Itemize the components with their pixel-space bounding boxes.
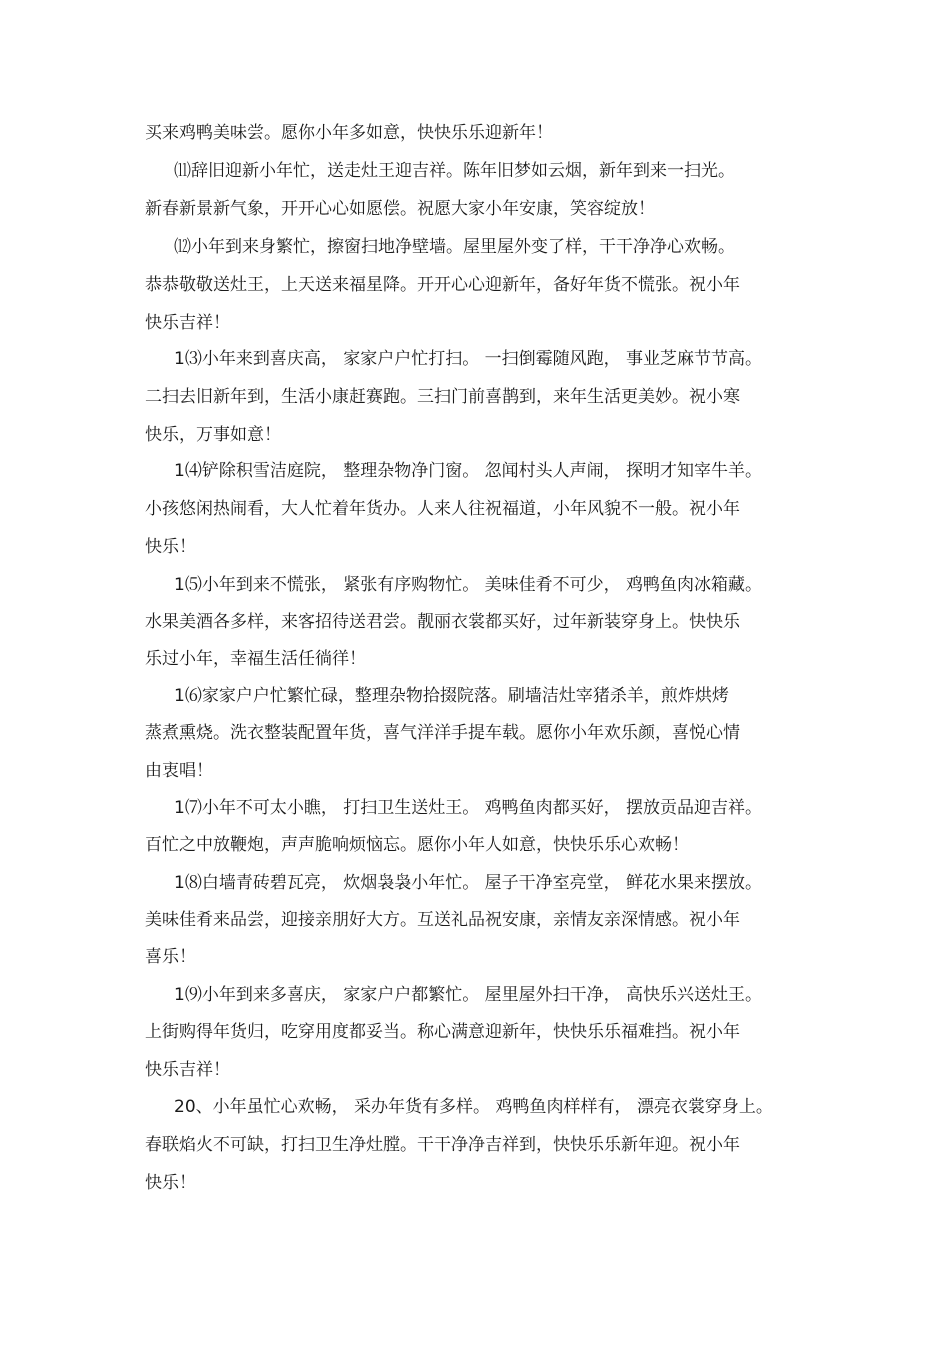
text-line: 买来鸡鸭美味尝。愿你小年多如意，快快乐乐迎新年！: [145, 123, 553, 143]
text-line: 恭恭敬敬送灶王，上天送来福星降。开开心心迎新年，备好年货不慌张。祝小年: [145, 275, 740, 295]
text-line: ⑾辞旧迎新小年忙，送走灶王迎吉祥。陈年旧梦如云烟，新年到来一扫光。: [174, 161, 735, 181]
text-line: 1⑻白墙青砖碧瓦亮， 炊烟袅袅小年忙。 屋子干净室亮堂， 鲜花水果来摆放。: [174, 873, 763, 893]
text-line: 水果美酒各多样，来客招待送君尝。靓丽衣裳都买好，过年新装穿身上。快快乐: [145, 612, 740, 632]
text-line: 20、小年虽忙心欢畅， 采办年货有多样。 鸡鸭鱼肉样样有， 漂亮衣裳穿身上。: [174, 1097, 773, 1117]
text-line: 1⑶小年来到喜庆高， 家家户户忙打扫。 一扫倒霉随风跑， 事业芝麻节节高。: [174, 349, 763, 369]
text-line: 快乐吉祥！: [145, 313, 230, 333]
text-line: 上街购得年货归，吃穿用度都妥当。称心满意迎新年，快快乐乐福难挡。祝小年: [145, 1022, 740, 1042]
text-line: 二扫去旧新年到，生活小康赶赛跑。三扫门前喜鹊到，来年生活更美妙。祝小寒: [145, 387, 740, 407]
text-line: 快乐吉祥！: [145, 1060, 230, 1080]
text-line: 小孩悠闲热闹看，大人忙着年货办。人来人往祝福道，小年风貌不一般。祝小年: [145, 499, 740, 519]
text-line: 1⑹家家户户忙繁忙碌，整理杂物拾掇院落。刷墙洁灶宰猪杀羊，煎炸烘烤: [174, 686, 729, 706]
text-line: 新春新景新气象，开开心心如愿偿。祝愿大家小年安康，笑容绽放！: [145, 199, 655, 219]
text-line: ⑿小年到来身繁忙，擦窗扫地净壁墙。屋里屋外变了样，干干净净心欢畅。: [174, 237, 735, 257]
text-line: 1⑼小年到来多喜庆， 家家户户都繁忙。 屋里屋外扫干净， 高快乐兴送灶王。: [174, 985, 763, 1005]
text-line: 1⑸小年到来不慌张， 紧张有序购物忙。 美味佳肴不可少， 鸡鸭鱼肉冰箱藏。: [174, 575, 763, 595]
text-line: 美味佳肴来品尝，迎接亲朋好大方。互送礼品祝安康，亲情友亲深情感。祝小年: [145, 910, 740, 930]
text-line: 快乐！: [145, 1173, 196, 1193]
text-line: 快乐！: [145, 537, 196, 557]
text-line: 百忙之中放鞭炮，声声脆响烦恼忘。愿你小年人如意，快快乐乐心欢畅！: [145, 835, 689, 855]
text-line: 由衷唱！: [145, 761, 213, 781]
text-line: 喜乐！: [145, 947, 196, 967]
text-line: 乐过小年，幸福生活任徜徉！: [145, 649, 366, 669]
text-line: 1⑺小年不可太小瞧， 打扫卫生送灶王。 鸡鸭鱼肉都买好， 摆放贡品迎吉祥。: [174, 798, 763, 818]
text-line: 春联焰火不可缺，打扫卫生净灶膛。干干净净吉祥到，快快乐乐新年迎。祝小年: [145, 1135, 740, 1155]
text-line: 1⑷铲除积雪洁庭院， 整理杂物净门窗。 忽闻村头人声闹， 探明才知宰牛羊。: [174, 461, 763, 481]
text-line: 快乐，万事如意！: [145, 425, 281, 445]
text-line: 蒸煮熏烧。洗衣整装配置年货，喜气洋洋手提车载。愿你小年欢乐颜，喜悦心情: [145, 723, 740, 743]
